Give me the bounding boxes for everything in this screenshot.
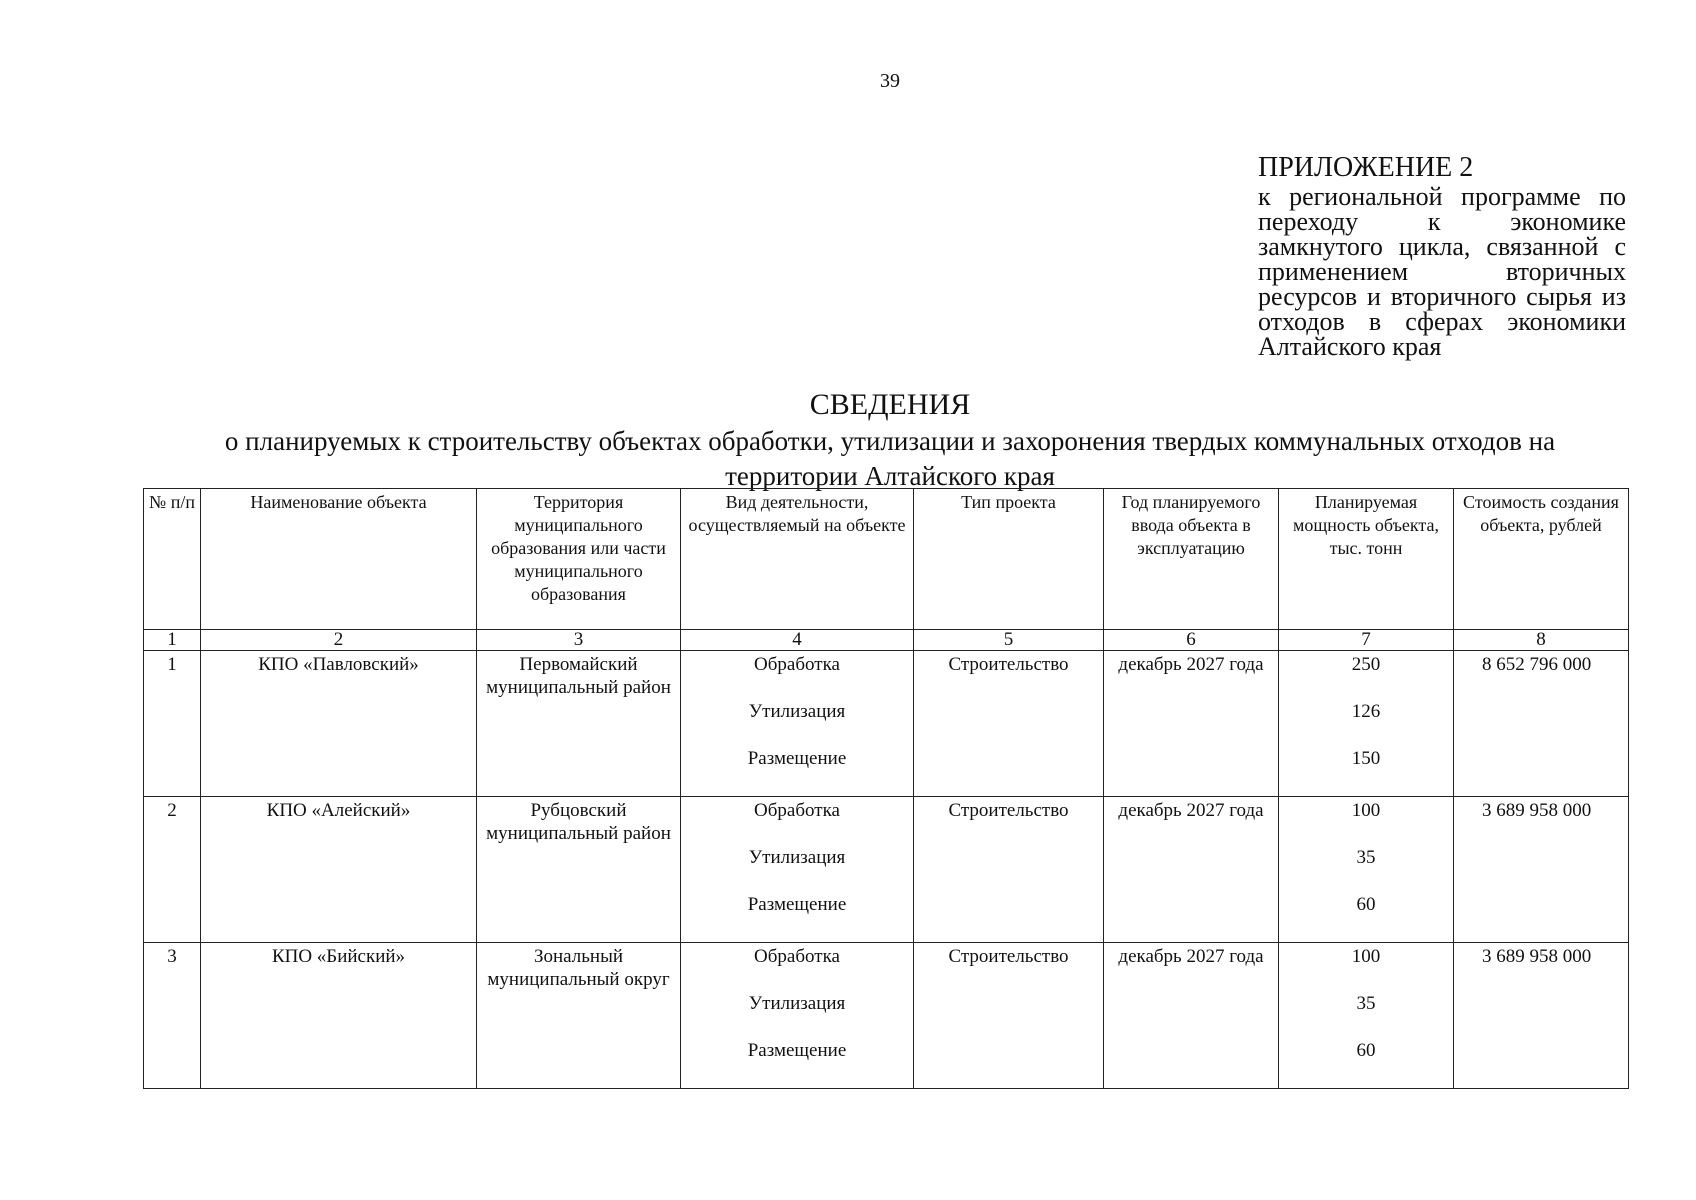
capacity-item: 35 — [1356, 847, 1376, 868]
project-type: Строительство — [914, 943, 1104, 1089]
facility-name: КПО «Бийский» — [201, 943, 477, 1089]
capacity-item: 126 — [1351, 701, 1381, 722]
header-project-type: Тип проекта — [914, 489, 1104, 630]
capacity-item: 100 — [1351, 800, 1381, 821]
appendix-text: к региональной программе по переходу к экономике замкнутого цикла, связанной с применением вторичных ресурсов и вторичного сырья из отходов в сферах экономики Алтайского края — [1258, 182, 1626, 361]
capacity-item: 35 — [1356, 993, 1376, 1014]
appendix-block — [1258, 152, 1626, 359]
column-numbers-row — [144, 630, 1629, 651]
activity-item: Обработка — [754, 654, 840, 675]
column-number: 4 — [681, 630, 914, 651]
capacity-list — [1279, 797, 1454, 943]
header-year: Год планируемого ввода объекта в эксплуатацию — [1104, 489, 1279, 630]
activity-list — [681, 797, 914, 943]
activity-item: Обработка — [754, 946, 840, 967]
document-subtitle: о планируемых к строительству объектах обработки, утилизации и захоронения твердых коммунальных отходов на территории Алтайского края — [224, 426, 1556, 491]
project-type: Строительство — [914, 651, 1104, 797]
cost: 3 689 958 000 — [1454, 797, 1629, 943]
document-title: СВЕДЕНИЯ — [809, 388, 971, 421]
column-number: 8 — [1454, 630, 1629, 651]
capacity-list — [1279, 651, 1454, 797]
capacity-list — [1279, 943, 1454, 1089]
commission-year: декабрь 2027 года — [1104, 797, 1279, 943]
header-activity: Вид деятельности, осуществляемый на объекте — [681, 489, 914, 630]
header-capacity: Планируемая мощность объекта, тыс. тонн — [1279, 489, 1454, 630]
activity-list — [681, 943, 914, 1089]
row-number: 1 — [144, 651, 201, 797]
table-row — [144, 943, 1629, 1089]
capacity-item: 100 — [1351, 946, 1381, 967]
header-number: № п/п — [144, 489, 201, 630]
row-number: 2 — [144, 797, 201, 943]
territory: Рубцовский муниципальный район — [477, 797, 681, 943]
capacity-item: 60 — [1356, 894, 1376, 915]
activity-list — [681, 651, 914, 797]
facilities-table — [143, 488, 1629, 1089]
column-number: 6 — [1104, 630, 1279, 651]
row-number: 3 — [144, 943, 201, 1089]
capacity-item: 250 — [1351, 654, 1381, 675]
commission-year: декабрь 2027 года — [1104, 651, 1279, 797]
cost: 3 689 958 000 — [1454, 943, 1629, 1089]
activity-item: Размещение — [747, 894, 847, 915]
header-territory: Территория муниципального образования или части муниципального образования — [477, 489, 681, 630]
appendix-title: ПРИЛОЖЕНИЕ 2 — [1258, 152, 1474, 183]
capacity-item: 60 — [1356, 1040, 1376, 1061]
table-row — [144, 651, 1629, 797]
column-number: 2 — [201, 630, 477, 651]
activity-item: Обработка — [754, 800, 840, 821]
table-header-row — [144, 489, 1629, 630]
column-number: 3 — [477, 630, 681, 651]
column-number: 5 — [914, 630, 1104, 651]
commission-year: декабрь 2027 года — [1104, 943, 1279, 1089]
activity-item: Утилизация — [748, 993, 846, 1014]
column-number: 7 — [1279, 630, 1454, 651]
header-cost: Стоимость создания объекта, рублей — [1454, 489, 1629, 630]
territory: Зональный муниципальный округ — [477, 943, 681, 1089]
activity-item: Размещение — [747, 1040, 847, 1061]
facility-name: КПО «Павловский» — [201, 651, 477, 797]
project-type: Строительство — [914, 797, 1104, 943]
facility-name: КПО «Алейский» — [201, 797, 477, 943]
activity-item: Утилизация — [748, 847, 846, 868]
territory: Первомайский муниципальный район — [477, 651, 681, 797]
capacity-item: 150 — [1351, 748, 1381, 769]
column-number: 1 — [144, 630, 201, 651]
table-row — [144, 797, 1629, 943]
activity-item: Размещение — [747, 748, 847, 769]
header-name: Наименование объекта — [201, 489, 477, 630]
cost: 8 652 796 000 — [1454, 651, 1629, 797]
activity-item: Утилизация — [748, 701, 846, 722]
page-number: 39 — [880, 70, 900, 92]
